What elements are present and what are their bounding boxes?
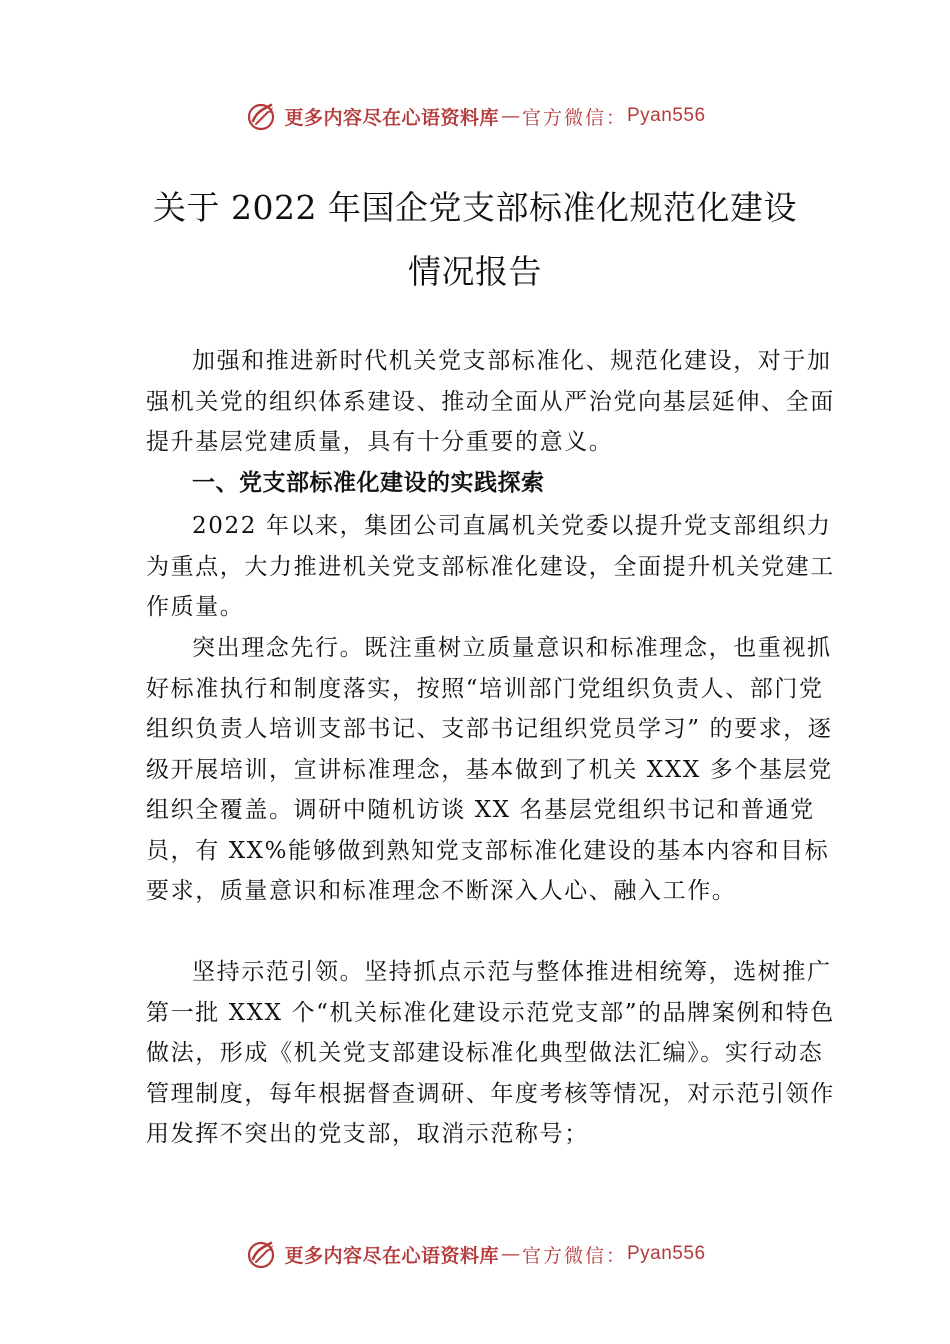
watermark-wechat-id: Pyan556 xyxy=(627,1243,706,1264)
watermark-separator: — xyxy=(500,1243,520,1265)
pen-swirl-icon xyxy=(244,99,278,133)
watermark-brand: 更多内容尽在心语资料库 xyxy=(284,1244,499,1267)
watermark-brand: 更多内容尽在心语资料库 xyxy=(284,106,499,129)
paragraph-demonstration xyxy=(146,952,836,1155)
document-title-line1: 关于 2022 年国企党支部标准化规范化建设 xyxy=(153,188,797,227)
paragraph-overview xyxy=(146,506,836,628)
paragraph-intro xyxy=(146,341,836,463)
paragraph-concept xyxy=(146,628,836,912)
section-heading xyxy=(146,463,836,504)
paragraph-text: 加强和推进新时代机关党支部标准化、规范化建设，对于加强机关党的组织体系建设、推动全面从严治党向基层延伸、全面提升基层党建质量，具有十分重要的意义。 xyxy=(146,348,835,455)
document-title-line2: 情况报告 xyxy=(408,252,542,291)
paragraph-text: 坚持示范引领。坚持抓点示范与整体推进相统筹，选树推广第一批 XXX 个“机关标准化建设示范党支部”的品牌案例和特色做法，形成《机关党支部建设标准化典型做法汇编》。实行动态管理制度，每年根据督查调研、年度考核等情况，对示范引领作用发挥不突出的党支部，取消示范称号； xyxy=(146,959,835,1147)
watermark-wechat-label: 官方微信： xyxy=(521,1244,627,1267)
watermark-wechat-id: Pyan556 xyxy=(627,105,706,126)
watermark-separator: — xyxy=(500,105,520,127)
pen-swirl-icon xyxy=(244,1237,278,1271)
footer-watermark xyxy=(0,1234,950,1274)
watermark-wechat-label: 官方微信： xyxy=(521,106,627,129)
paragraph-text: 突出理念先行。既注重树立质量意识和标准理念，也重视抓好标准执行和制度落实，按照“培训部门党组织负责人、部门党组织负责人培训支部书记、支部书记组织党员学习” 的要求，逐级开展培训，宣讲标准理念，基本做到了机关 XXX 多个基层党组织全覆盖。调研中随机访谈 XX 名基层党组织书记和普通党员，有 XX%能够做到熟知党支部标准化建设的基本内容和目标要求，质量意识和标准理念不断深入人心、融入工作。 xyxy=(146,635,833,904)
header-watermark xyxy=(0,96,950,136)
section-heading-text: 一、党支部标准化建设的实践探索 xyxy=(192,470,545,496)
paragraph-text: 2022 年以来，集团公司直属机关党委以提升党支部组织力为重点，大力推进机关党支部标准化建设，全面提升机关党建工作质量。 xyxy=(146,513,835,620)
